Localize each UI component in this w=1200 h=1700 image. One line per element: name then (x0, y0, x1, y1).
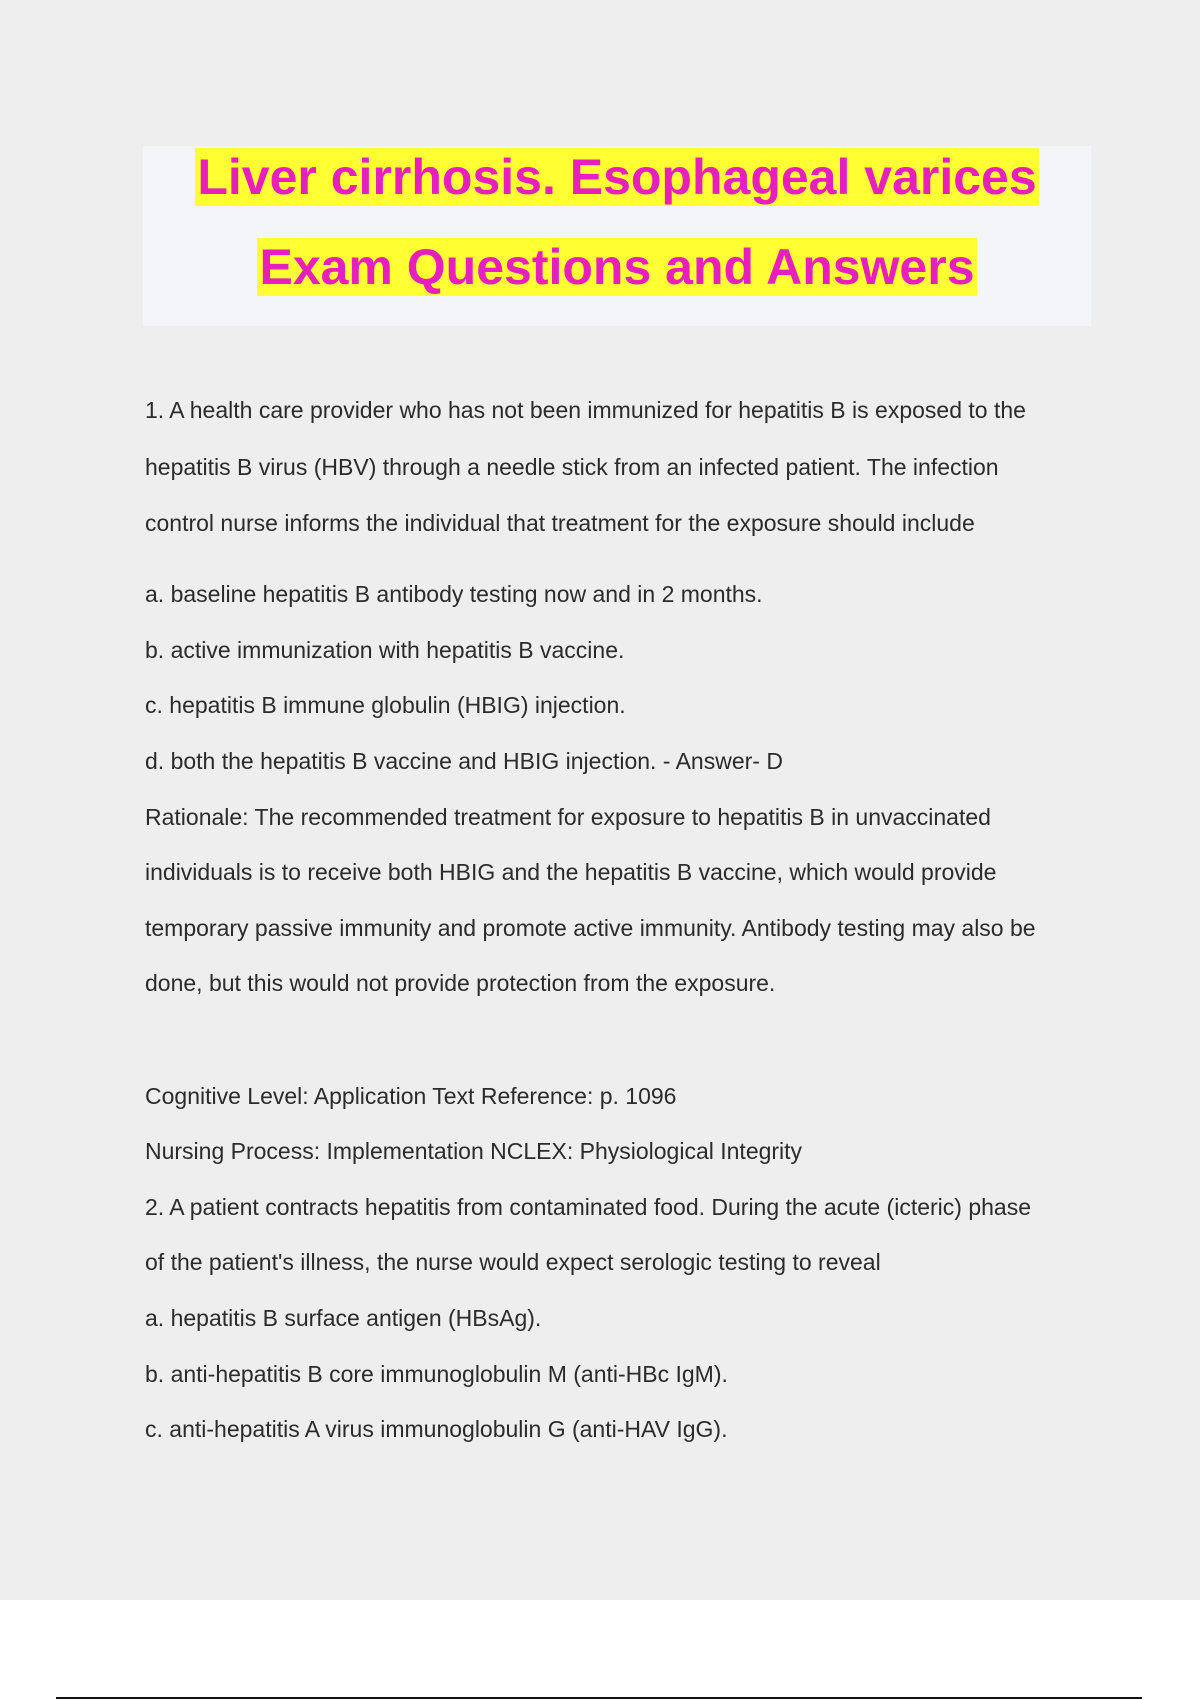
question-1-option-a: a. baseline hepatitis B antibody testing now and in 2 months. (145, 581, 763, 607)
question-1-nursing-process: Nursing Process: Implementation NCLEX: Physiological Integrity (145, 1138, 803, 1164)
document-title-line-1: Liver cirrhosis. Esophageal varices (197, 149, 1037, 205)
question-1-rationale-line-2: individuals is to receive both HBIG and the hepatitis B vaccine, which would provide (145, 859, 997, 885)
question-1-rationale-line-3: temporary passive immunity and promote active immunity. Antibody testing may also be (145, 915, 1036, 941)
document-title-line-2: Exam Questions and Answers (259, 239, 975, 295)
question-1-option-d-answer: d. both the hepatitis B vaccine and HBIG injection. - Answer- D (145, 748, 783, 774)
question-1-stem-line-1: 1. A health care provider who has not been immunized for hepatitis B is exposed to the (145, 397, 1026, 423)
question-1-option-c: c. hepatitis B immune globulin (HBIG) injection. (145, 692, 626, 718)
question-1-option-b: b. active immunization with hepatitis B vaccine. (145, 637, 625, 663)
question-1-cognitive-level: Cognitive Level: Application Text Reference: p. 1096 (145, 1083, 677, 1109)
question-2-option-a: a. hepatitis B surface antigen (HBsAg). (145, 1305, 542, 1331)
question-2-stem-line-1: 2. A patient contracts hepatitis from contaminated food. During the acute (icteric) phase (145, 1194, 1031, 1220)
question-2-option-b: b. anti-hepatitis B core immunoglobulin M (anti-HBc IgM). (145, 1361, 728, 1387)
footer-divider (56, 1697, 1142, 1699)
question-1-stem-line-3: control nurse informs the individual that treatment for the exposure should include (145, 510, 975, 536)
title-banner (143, 146, 1091, 326)
question-1-stem-line-2: hepatitis B virus (HBV) through a needle stick from an infected patient. The infection (145, 454, 999, 480)
question-1-rationale-line-4: done, but this would not provide protection from the exposure. (145, 970, 776, 996)
question-2-option-c: c. anti-hepatitis A virus immunoglobulin G (anti-HAV IgG). (145, 1416, 728, 1442)
question-1-rationale-line-1: Rationale: The recommended treatment for exposure to hepatitis B in unvaccinated (145, 804, 991, 830)
question-2-stem-line-2: of the patient's illness, the nurse would expect serologic testing to reveal (145, 1249, 881, 1275)
